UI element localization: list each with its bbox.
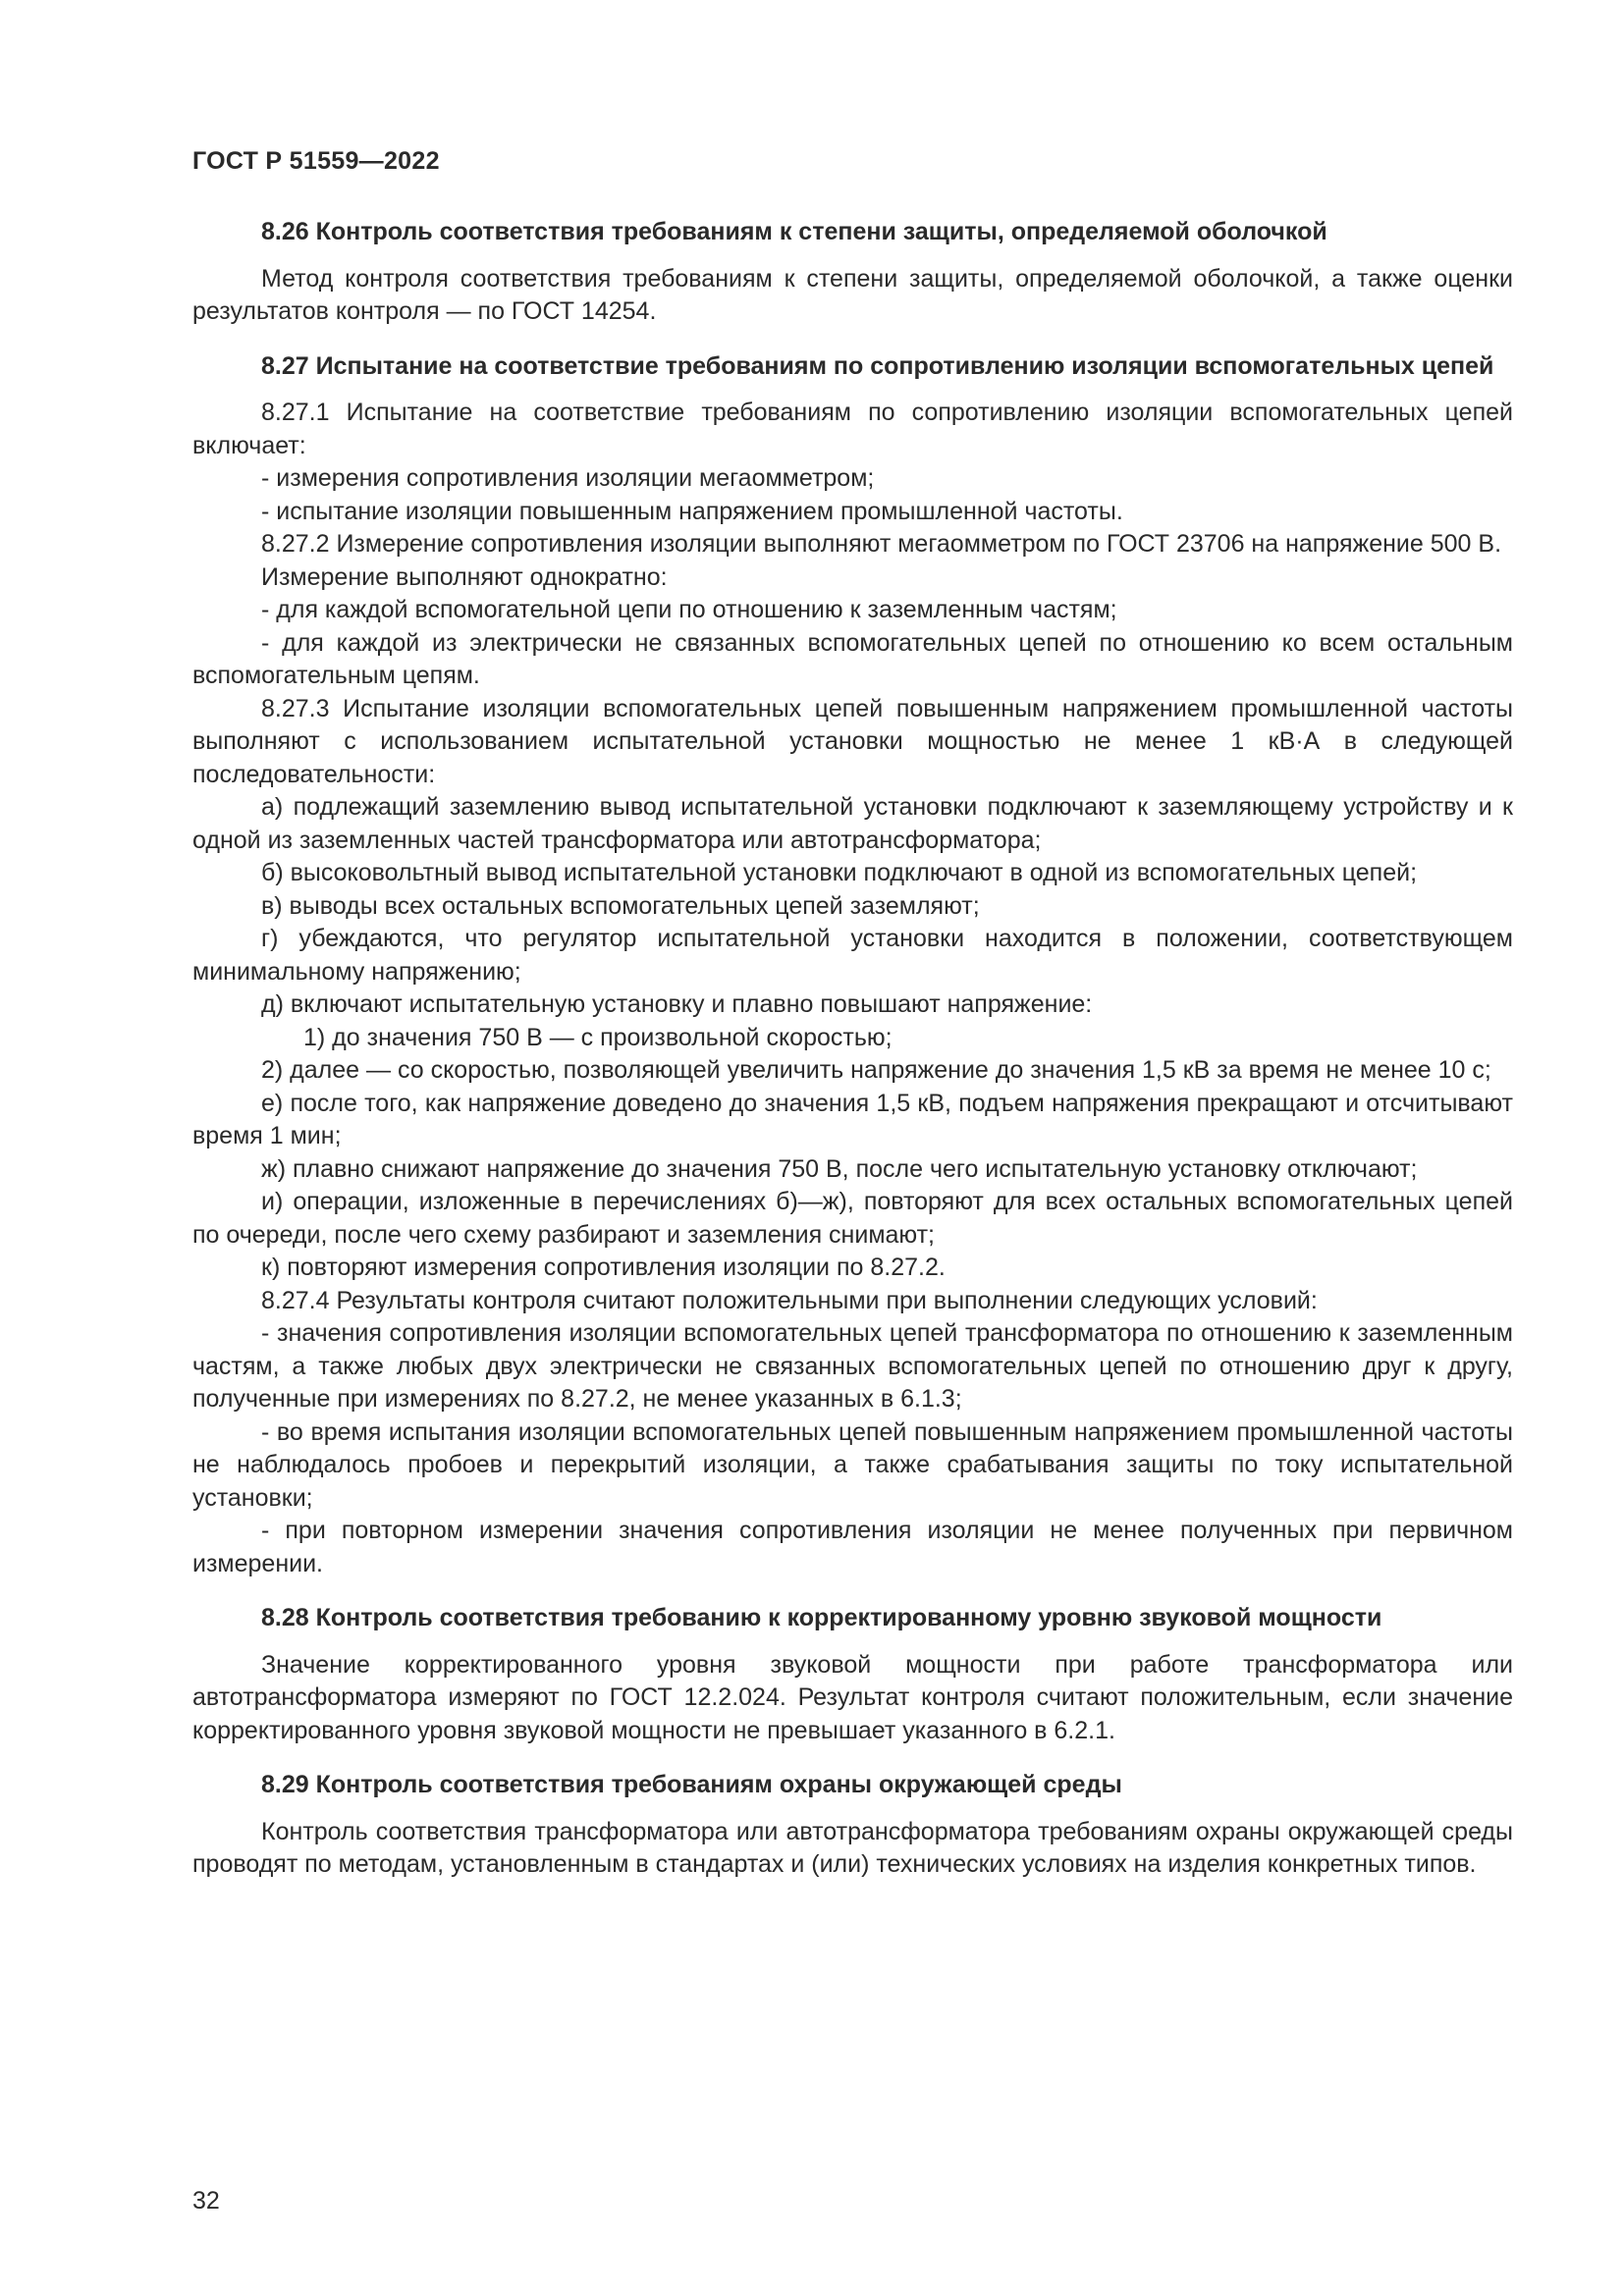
paragraph: Контроль соответствия трансформатора или автотрансформатора требованиям охраны окружающей среды проводят по методам, установленным в стандартах и (или) технических условиях на изделия конкретных типов. [192,1817,1513,1878]
paragraph: 1) до значения 750 В — с произвольной скоростью; [303,1023,893,1051]
paragraph: и) операции, изложенные в перечислениях б)—ж), повторяют для всех остальных вспомогательных цепей по очереди, после чего схему разбирают и заземления снимают; [192,1188,1513,1249]
spacer [192,329,1513,350]
spacer [192,1635,1513,1649]
paragraph: е) после того, как напряжение доведено до значения 1,5 кВ, подъем напряжения прекращают и отсчитывают время 1 мин; [192,1089,1513,1149]
paragraph: - во время испытания изоляции вспомогательных цепей повышенным напряжением промышленной частоты не наблюдалось пробоев и перекрытий изоляции, а также срабатывания защиты по току испытательной установки; [192,1417,1513,1512]
paragraph: к) повторяют измерения сопротивления изоляции по 8.27.2. [261,1254,946,1281]
paragraph: в) выводы всех остальных вспомогательных цепей заземляют; [261,891,980,920]
paragraph: - для каждой из электрически не связанных вспомогательных цепей по отношению ко всем остальным вспомогательным цепям. [192,628,1513,689]
spacer [192,383,1513,397]
paragraph: Измерение выполняют однократно: [261,562,668,591]
paragraph: 8.27.4 Результаты контроля считают положительными при выполнении следующих условий: [261,1286,1318,1314]
paragraph: 8.27.2 Измерение сопротивления изоляции выполняют мегаомметром по ГОСТ 23706 на напряжение 500 В. [261,530,1502,558]
paragraph: 2) далее — со скоростью, позволяющей увеличить напряжение до значения 1,5 кВ за время не менее 10 с; [261,1056,1491,1084]
spacer [192,1580,1513,1602]
paragraph: - испытание изоляции повышенным напряжением промышленной частоты. [261,497,1123,525]
paragraph: г) убеждаются, что регулятор испытательной установки находится в положении, соответствующем минимальному напряжению; [192,925,1513,986]
paragraph: д) включают испытательную установку и плавно повышают напряжение: [261,990,1093,1018]
paragraph: - при повторном измерении значения сопротивления изоляции не менее полученных при первичном измерении. [192,1517,1513,1577]
document-body [192,216,1513,1882]
paragraph: б) высоковольтный вывод испытательной установки подключают в одной из вспомогательных цепей; [261,859,1418,886]
paragraph: - значения сопротивления изоляции вспомогательных цепей трансформатора по отношению к заземленным частям, а также любых двух электрически не связанных вспомогательных цепей по отношению друг к другу, полученные при измерениях по 8.27.2, не менее указанных в 6.1.3; [192,1319,1513,1413]
paragraph: ж) плавно снижают напряжение до значения 750 В, после чего испытательную установку отключают; [261,1154,1418,1183]
paragraph: Значение корректированного уровня звуковой мощности при работе трансформатора или автотрансформатора измеряют по ГОСТ 12.2.024. Результат контроля считают положительным, если значение корректированного уровня звуковой мощности не превышает указанного в 6.2.1. [192,1650,1513,1744]
section-heading: 8.28 Контроль соответствия требованию к корректированному уровню звуковой мощности [261,1604,1382,1631]
section-heading: 8.29 Контроль соответствия требованиям охраны окружающей среды [261,1771,1122,1798]
paragraph: 8.27.1 Испытание на соответствие требованиям по сопротивлению изоляции вспомогательных цепей включает: [192,399,1513,459]
paragraph: 8.27.3 Испытание изоляции вспомогательных цепей повышенным напряжением промышленной частоты выполняют с использованием испытательной установки мощностью не менее 1 кВ·А в следующей последовательности: [192,694,1513,788]
paragraph: - для каждой вспомогательной цепи по отношению к заземленным частям; [261,596,1117,623]
paragraph: Метод контроля соответствия требованиям к степени защиты, определяемой оболочкой, а также оценки результатов контроля — по ГОСТ 14254. [192,264,1513,325]
section-heading: 8.26 Контроль соответствия требованиям к степени защиты, определяемой оболочкой [261,218,1327,245]
paragraph: - измерения сопротивления изоляции мегаомметром; [261,464,875,492]
paragraph: а) подлежащий заземлению вывод испытательной установки подключают к заземляющему устройству и к одной из заземленных частей трансформатора или автотрансформатора; [192,793,1513,854]
spacer [192,249,1513,263]
page-number: 32 [192,2187,220,2215]
document-header: ГОСТ Р 51559—2022 [192,147,440,175]
spacer [192,1747,1513,1769]
spacer [192,1802,1513,1816]
section-heading: 8.27 Испытание на соответствие требованиям по сопротивлению изоляции вспомогательных цепей [261,351,1494,380]
